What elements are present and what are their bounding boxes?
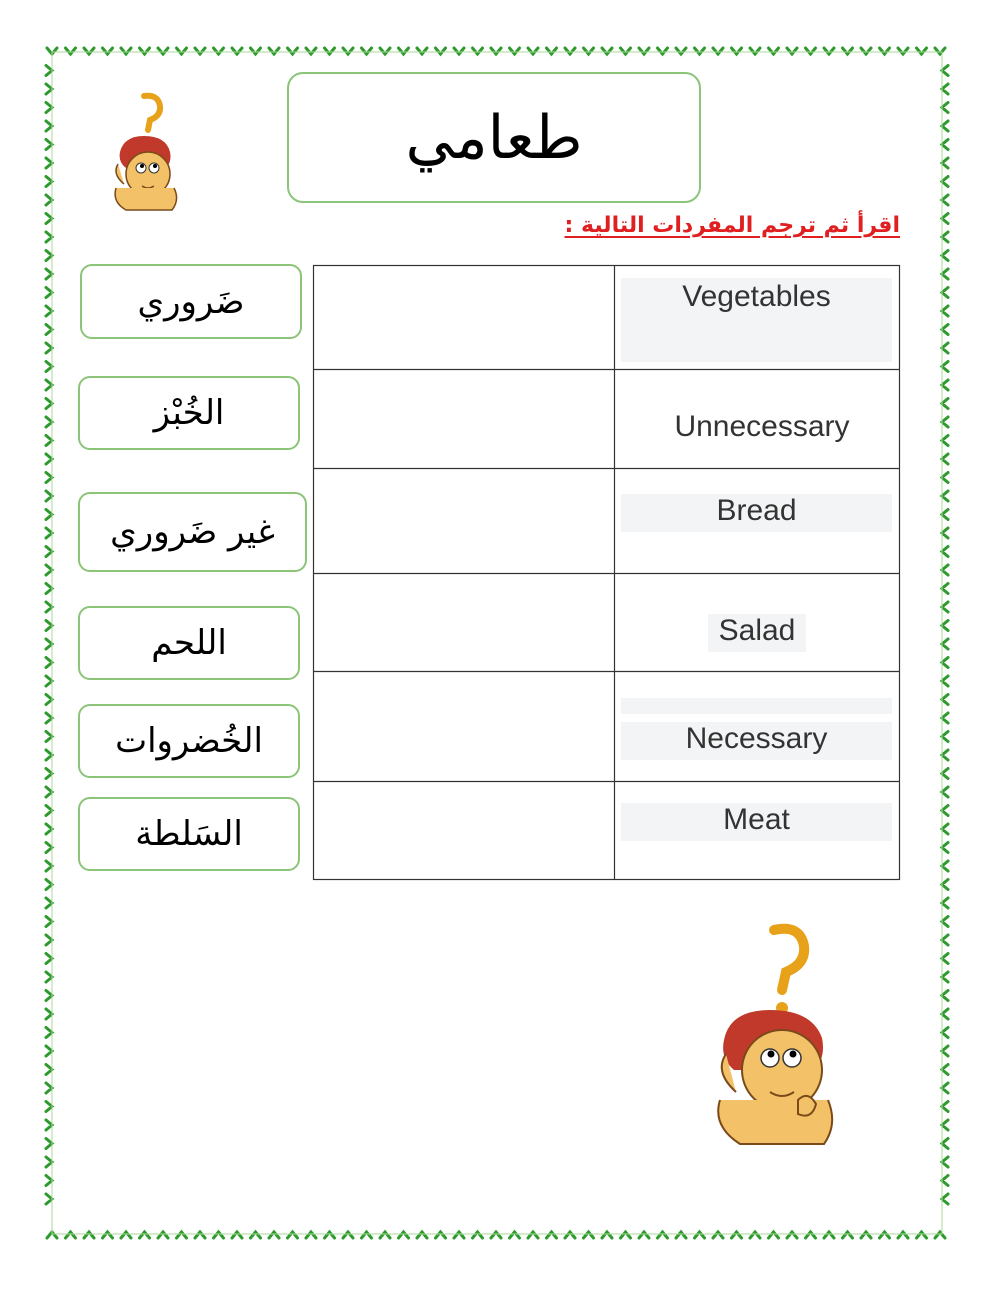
english-word: Vegetables [621, 278, 892, 362]
arabic-word-box[interactable]: غير ضَروري [78, 492, 307, 572]
thinking-boy-icon [712, 920, 836, 1148]
arabic-word-box[interactable]: اللحم [78, 606, 300, 680]
arabic-word-box[interactable]: السَلطة [78, 797, 300, 871]
answer-cell[interactable] [316, 784, 612, 878]
page-title: طعامي [287, 72, 701, 203]
english-word: Bread [621, 494, 892, 532]
highlight-bar [621, 698, 892, 714]
instruction-text: اقرأ ثم ترجم المفردات التالية : [564, 213, 900, 238]
arabic-word-box[interactable]: الخُضروات [78, 704, 300, 778]
answer-cell[interactable] [316, 576, 612, 670]
arabic-word-box[interactable]: الخُبْز [78, 376, 300, 450]
answer-cell[interactable] [316, 372, 612, 467]
answer-cell[interactable] [316, 674, 612, 780]
english-word: Salad [708, 614, 806, 652]
english-word: Necessary [621, 722, 892, 760]
answer-cell[interactable] [316, 268, 612, 368]
answer-cell[interactable] [316, 471, 612, 572]
arabic-word-box[interactable]: ضَروري [80, 264, 302, 339]
english-word: Meat [621, 803, 892, 841]
english-word: Unnecessary [674, 410, 850, 443]
